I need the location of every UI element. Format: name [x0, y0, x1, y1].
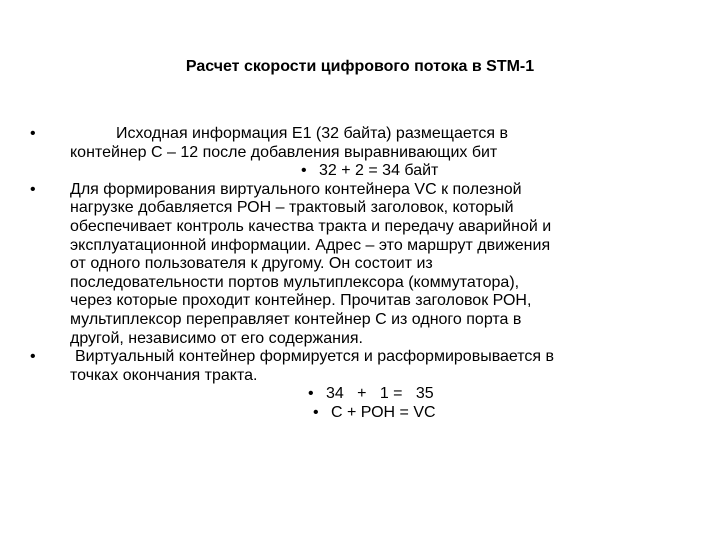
bullet-list: [30, 125, 690, 423]
item-text-line: от одного пользователя к другому. Он состоит из: [70, 255, 433, 273]
bullet-icon: •: [301, 162, 307, 180]
item-text-line: через которые проходит контейнер. Прочитав заголовок РОН,: [70, 292, 532, 310]
bullet-icon: •: [30, 348, 36, 366]
sub-item: [70, 162, 690, 181]
item-text-line: нагрузке добавляется РОН – трактовый заголовок, который: [70, 199, 514, 217]
list-item: [30, 125, 690, 181]
item-text-line: мультиплексор переправляет контейнер С из одного порта в: [70, 310, 522, 328]
bullet-icon: •: [30, 180, 36, 198]
item-text-line: точках окончания тракта.: [70, 366, 258, 384]
list-item: [30, 348, 690, 422]
item-text-line: другой, независимо от его содержания.: [70, 329, 363, 347]
item-text-line: эксплуатационной информации. Адрес – это маршрут движения: [70, 236, 551, 254]
sub-item-text: 34 + 1 = 35: [326, 385, 434, 403]
sub-item-text: 32 + 2 = 34 байт: [319, 162, 439, 180]
list-item: [30, 181, 690, 348]
sub-item: [70, 385, 690, 404]
item-text-line: Виртуальный контейнер формируется и расформировывается в: [75, 348, 555, 366]
item-text-line: Исходная информация Е1 (32 байта) размещается в: [116, 125, 508, 142]
item-text-line: последовательности портов мультиплексора (коммутатора),: [70, 273, 520, 291]
bullet-icon: •: [313, 403, 319, 421]
slide-title: Расчет скорости цифрового потока в STM-1: [185, 58, 535, 75]
sub-item: [70, 404, 690, 423]
sub-item-text: С + РОН = VC: [331, 403, 436, 421]
bullet-icon: •: [308, 385, 314, 403]
item-text-line: Для формирования виртуального контейнера VC к полезной: [70, 180, 522, 198]
item-text-line: контейнер С – 12 после добавления выравнивающих бит: [70, 143, 498, 161]
item-text-line: обеспечивает контроль качества тракта и передачу аварийной и: [70, 217, 552, 235]
bullet-icon: •: [30, 125, 36, 142]
